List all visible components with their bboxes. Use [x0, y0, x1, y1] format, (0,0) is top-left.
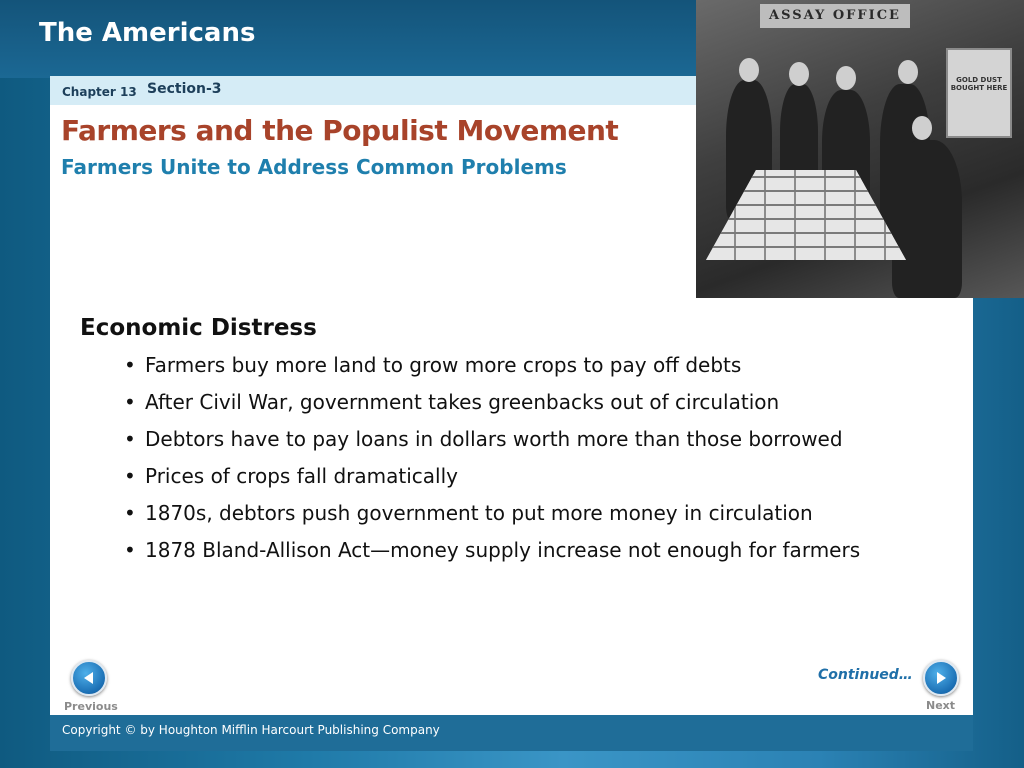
- next-label[interactable]: Next: [926, 699, 956, 712]
- photo-head: [739, 58, 759, 82]
- series-title: The Americans: [39, 18, 256, 48]
- next-button[interactable]: [923, 660, 959, 696]
- previous-button[interactable]: [71, 660, 107, 696]
- photo-head: [912, 116, 932, 140]
- right-arrow-icon: [933, 670, 949, 686]
- section-heading: Economic Distress: [80, 315, 317, 341]
- continued-label: Continued…: [818, 667, 913, 683]
- historic-photo: [696, 0, 1024, 298]
- bullet-item: • 1878 Bland-Allison Act—money supply increase not enough for farmers: [124, 538, 860, 575]
- section-label: Section-3: [147, 81, 222, 97]
- photo-figure: [892, 140, 962, 298]
- photo-head: [836, 66, 856, 90]
- bullet-item: • Prices of crops fall dramatically: [124, 464, 860, 501]
- slide-title: Farmers and the Populist Movement: [61, 114, 619, 147]
- bullet-item: • 1870s, debtors push government to put more money in circulation: [124, 501, 860, 538]
- photo-head: [898, 60, 918, 84]
- bullet-list: [124, 353, 860, 575]
- photo-head: [789, 62, 809, 86]
- assay-office-sign: ASSAY OFFICE: [760, 4, 910, 28]
- slide-subtitle: Farmers Unite to Address Common Problems: [61, 155, 567, 179]
- bullet-item: • Debtors have to pay loans in dollars worth more than those borrowed: [124, 427, 860, 464]
- gold-dust-poster: GOLD DUST BOUGHT HERE: [946, 48, 1012, 138]
- bullet-item: • After Civil War, government takes greenbacks out of circulation: [124, 390, 860, 427]
- copyright-text: Copyright © by Houghton Mifflin Harcourt Publishing Company: [62, 723, 440, 737]
- bullet-item: • Farmers buy more land to grow more crops to pay off debts: [124, 353, 860, 390]
- left-arrow-icon: [81, 670, 97, 686]
- previous-label[interactable]: Previous: [64, 700, 118, 713]
- chapter-label: Chapter 13: [62, 85, 137, 99]
